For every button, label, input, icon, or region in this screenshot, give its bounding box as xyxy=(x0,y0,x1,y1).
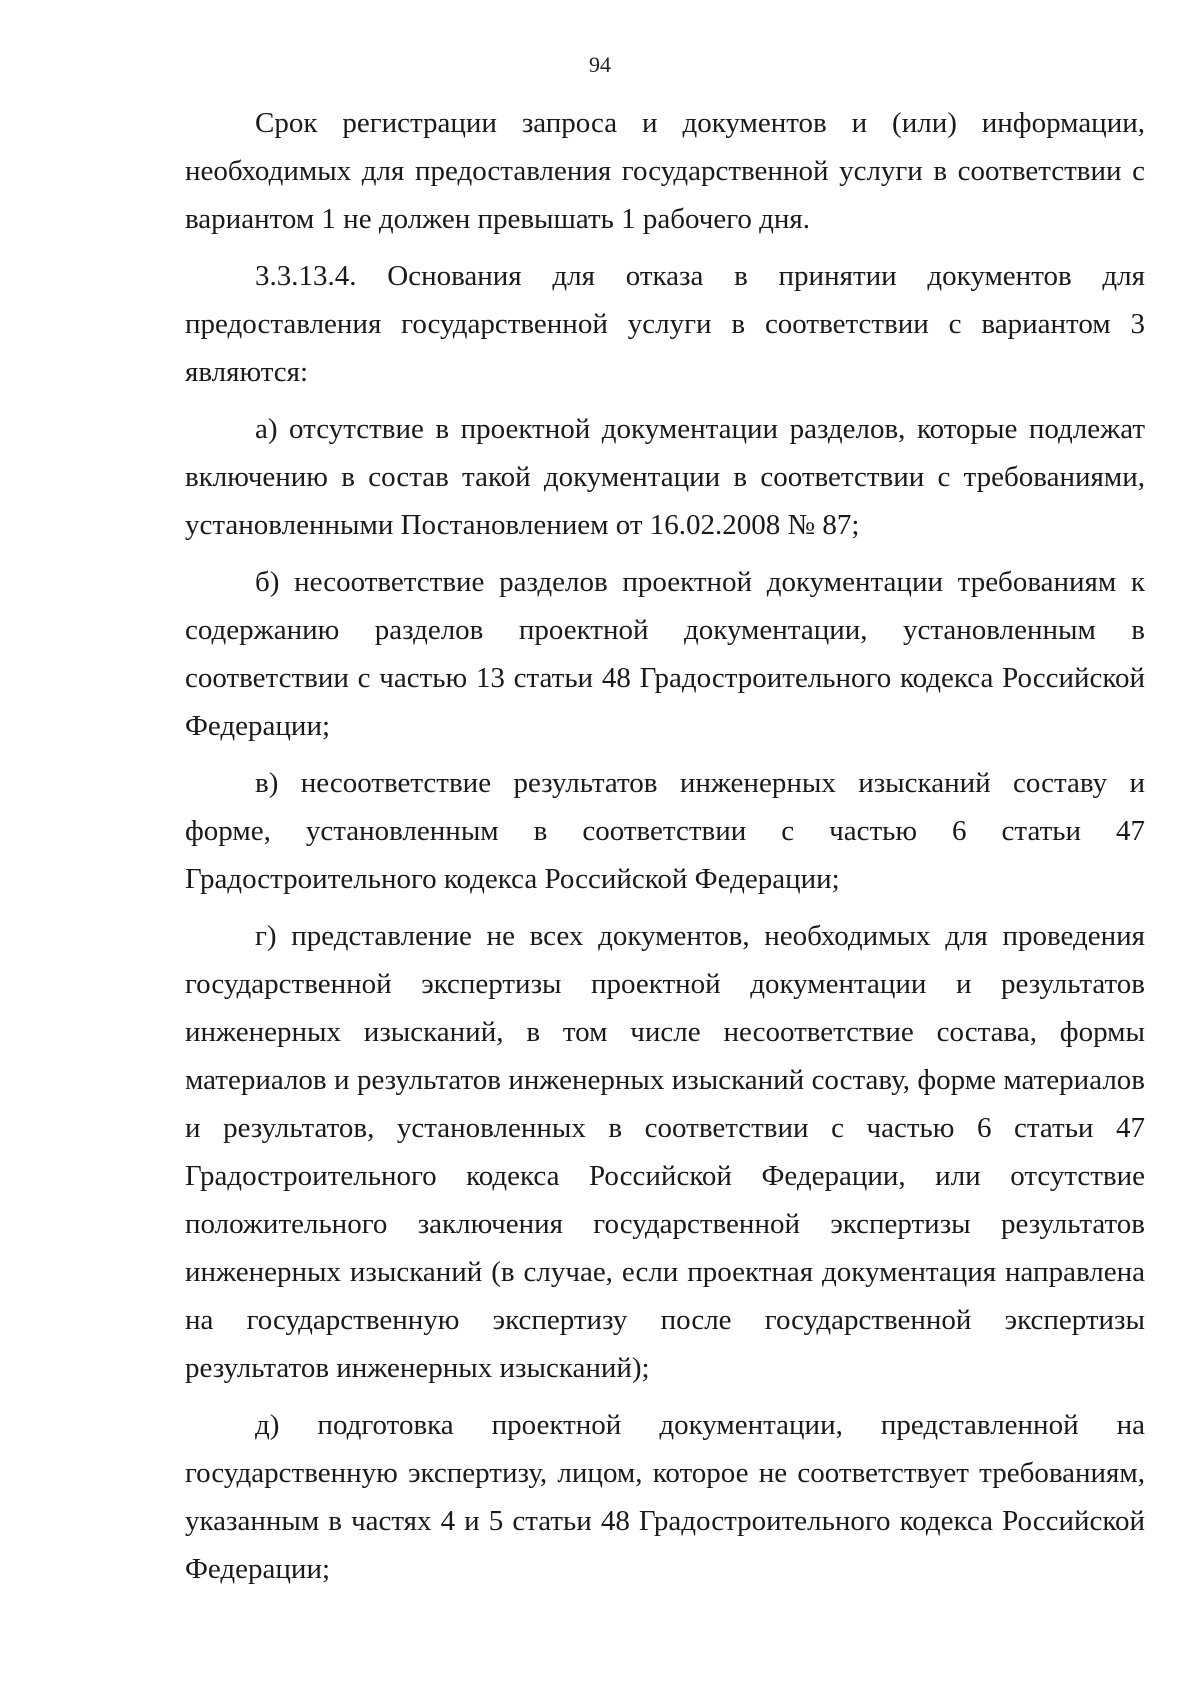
page-number: 94 xyxy=(589,52,611,77)
paragraph-registration-term: Срок регистрации запроса и документов и (или) информации, необходимых для предоставления государственной услуги в соответствии с вариантом 1 не должен превышать 1 рабочего дня. xyxy=(185,107,1145,235)
paragraph-item-g: г) представление не всех документов, необходимых для проведения государственной экспертизы проектной документации и результатов инженерных изысканий, в том числе несоответствие состава, формы материалов и результатов инженерных изысканий составу, форме материалов и результатов, установленных в соответствии с частью 6 статьи 47 Градостроительного кодекса Российской Федерации, или отсутствие положительного заключения государственной экспертизы результатов инженерных изысканий (в случае, если проектная документация направлена на государственную экспертизу после государственной экспертизы результатов инженерных изысканий); xyxy=(185,920,1145,1384)
paragraph-item-a: а) отсутствие в проектной документации разделов, которые подлежат включению в состав такой документации в соответствии с требованиями, установленными Постановлением от 16.02.2008 № 87; xyxy=(185,413,1145,541)
paragraph-item-v: в) несоответствие результатов инженерных изысканий составу и форме, установленным в соответствии с частью 6 статьи 47 Градостроительного кодекса Российской Федерации; xyxy=(185,767,1145,895)
paragraph-item-d: д) подготовка проектной документации, представленной на государственную экспертизу, лицом, которое не соответствует требованиям, указанным в частях 4 и 5 статьи 48 Градостроительного кодекса Российской Федерации; xyxy=(185,1409,1145,1585)
paragraph-item-b: б) несоответствие разделов проектной документации требованиям к содержанию разделов проектной документации, установленным в соответствии с частью 13 статьи 48 Градостроительного кодекса Российской Федерации; xyxy=(185,566,1145,742)
paragraph-refusal-grounds: 3.3.13.4. Основания для отказа в принятии документов для предоставления государственной услуги в соответствии с вариантом 3 являются: xyxy=(185,260,1145,388)
document-body xyxy=(185,99,1145,1602)
